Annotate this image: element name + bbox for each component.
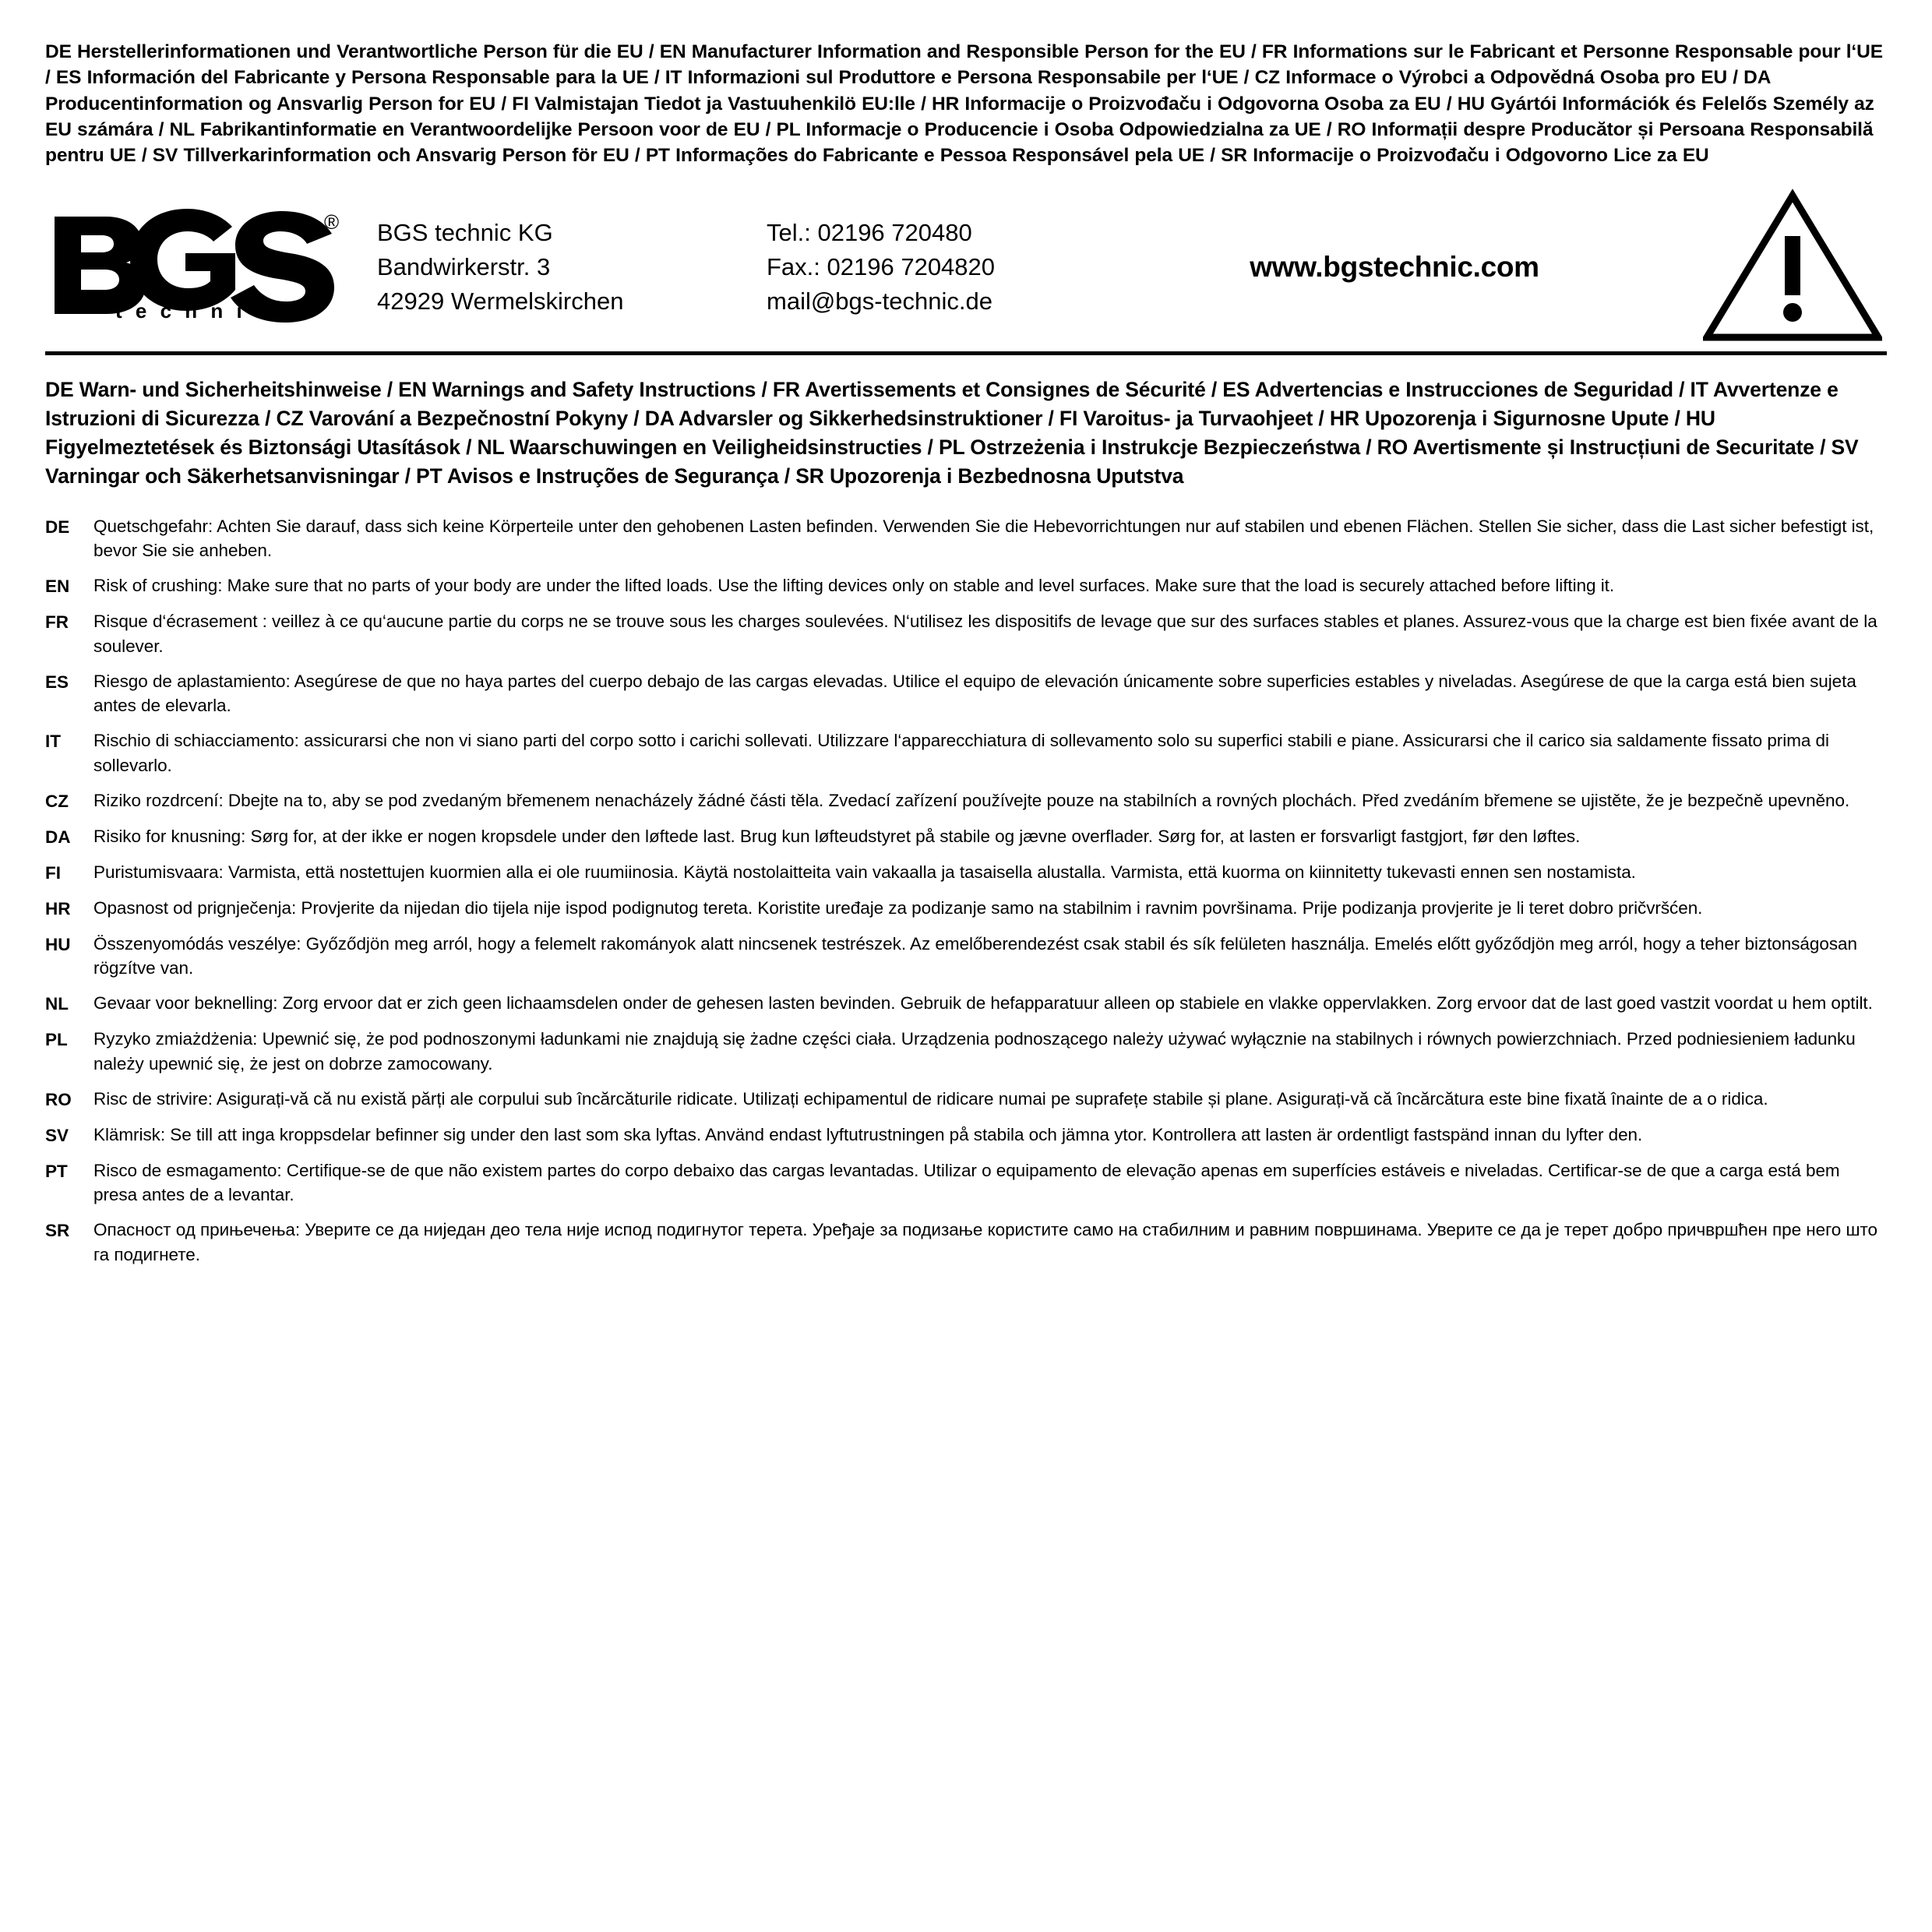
list-item [45, 1218, 1887, 1267]
warning-language-code: FI [45, 862, 61, 883]
list-item [45, 1027, 1887, 1076]
company-tel: Tel.: 02196 720480 [767, 218, 972, 246]
list-item [45, 573, 1887, 599]
warning-language-code: SR [45, 1221, 70, 1241]
list-item [45, 728, 1887, 777]
warning-language-code: ES [45, 672, 69, 692]
list-item [45, 669, 1887, 718]
warning-language-code: SV [45, 1125, 69, 1145]
list-item [45, 609, 1887, 658]
company-contact [767, 213, 1102, 319]
warning-text: Klämrisk: Se till att inga kroppsdelar befinner sig under den last som ska lyftas. Använd endast lyftutrustningen på stabila och jämna ytor. Kontrollera att lasten är ordentligt fastspänd innan du lyfter den. [93, 1124, 1643, 1144]
company-fax: Fax.: 02196 7204820 [767, 252, 996, 280]
safety-section-heading: DE Warn- und Sicherheitshinweise / EN Warnings and Safety Instructions / FR Avertissements et Consignes de Sécurité / ES Advertencias e Instrucciones de Seguridad / IT Avvertenze e Istruzioni di Sicurezza / CZ Varování a Bezpečnostní Pokyny / DA Advarsler og Sikkerhedsinstruktioner / FI Varoitus- ja Turvaohjeet / HR Upozorenja i Sigurnosne Upute / HU Figyelmeztetések és Biztonsági Utasítások / NL Waarschuwingen en Veiligheidsinstructies / PL Ostrzeżenia i Instrukcje Bezpieczeństwa / RO Avertismente și Instrucțiuni de Securitate / SV Varningar och Säkerhetsanvisningar / PT Avisos e Instruções de Segurança / SR Upozorenja i Bezbednosna Uputstva [45, 377, 1859, 488]
warning-text: Puristumisvaara: Varmista, että nostettujen kuormien alla ei ole ruumiinosia. Käytä nostolaitteita vain vakaalla ja tasaisella alustalla. Varmista, että kuorma on kiinnitetty tukevasti ennen sen nostamista. [93, 862, 1636, 882]
company-address [377, 213, 767, 319]
warning-text: Опасност од прињечења: Уверите се да ниједан део тела није испод подигнутог терета. Уређаје за подизање користите само на стабилним и равним површинама. Уверите се да је терет добро причвршћен пре него што га подигнете. [93, 1220, 1877, 1264]
company-website: www.bgstechnic.com [1250, 250, 1539, 283]
warning-language-code: NL [45, 994, 69, 1014]
list-item [45, 991, 1887, 1017]
warning-text: Ryzyko zmiażdżenia: Upewnić się, że pod podnoszonymi ładunkami nie znajdują się żadne części ciała. Urządzenia podnoszącego należy używać wyłącznie na stabilnych i równych powierzchniach. Przed podniesieniem ładunku należy upewnić się, że jest on dobrze zamocowany. [93, 1029, 1856, 1074]
warning-text: Risc de strivire: Asigurați-vă că nu există părți ale corpului sub încărcăturile ridicate. Utilizați echipamentul de ridicare numai pe suprafețe stabile și plane. Asigurați-vă că încărcătura este bine fixată înainte de a o ridica. [93, 1088, 1768, 1109]
warning-language-code: HR [45, 898, 71, 918]
warning-language-code: CZ [45, 791, 69, 811]
warning-text: Opasnost od prignječenja: Provjerite da nijedan dio tijela nije ispod podignutog tereta. Koristite uređaje za podizanje samo na stabilnim i ravnim površinama. Prije podizanja provjerite je li teret dobro pričvršćen. [93, 897, 1703, 918]
company-city: 42929 Wermelskirchen [377, 287, 624, 315]
list-item [45, 1123, 1887, 1148]
warning-text: Risco de esmagamento: Certifique-se de que não existem partes do corpo debaixo das cargas levantadas. Utilizar o equipamento de elevação apenas em superfícies estáveis e niveladas. Certificar-se de que a carga está bem presa antes de a levantar. [93, 1160, 1840, 1205]
list-item [45, 514, 1887, 563]
company-header-row [45, 183, 1887, 355]
warning-language-code: DE [45, 516, 70, 537]
warning-text: Riziko rozdrcení: Dbejte na to, aby se pod zvedaným břemenem nenacházely žádné části těla. Zvedací zařízení používejte pouze na stabilních a rovných plochách. Před zvedáním břemene se ujistěte, že je bezpečně upevněno. [93, 790, 1850, 810]
manufacturer-info-heading: DE Herstellerinformationen und Verantwortliche Person für die EU / EN Manufacturer Information and Responsible Person for the EU / FR Informations sur le Fabricant et Personne Responsable pour l‘UE / ES Información del Fabricante y Persona Responsable para la UE / IT Informazioni sul Produttore e Persona Responsabile per l‘UE / CZ Informace o Výrobci a Odpovědná Osoba pro EU / DA Producentinformation og Ansvarlig Person for EU / FI Valmistajan Tiedot ja Vastuuhenkilö EU:lle / HR Informacije o Proizvođaču i Odgovorna Osoba za EU / HU Gyártói Információk és Felelős Személy az EU számára / NL Fabrikantinformatie en Verantwoordelijke Persoon voor de EU / PL Informacje o Producencie i Osoba Odpowiedzialna za UE / RO Informații despre Producător și Persoana Responsabilă pentru UE / SV Tillverkarinformation och Ansvarig Person för EU / PT Informações do Fabricante e Pessoa Responsável pela UE / SR Informacije o Proizvođaču i Odgovorno Lice za EU [45, 41, 1883, 167]
list-item [45, 788, 1887, 814]
warning-text: Risk of crushing: Make sure that no parts of your body are under the lifted loads. Use the lifting devices only on stable and level surfaces. Make sure that the load is securely attached before lifting it. [93, 576, 1615, 596]
warning-text: Risque d‘écrasement : veillez à ce qu‘aucune partie du corps ne se trouve sous les charges soulevées. N‘utilisez les dispositifs de levage que sur des surfaces stables et planes. Assurez-vous que la charge est bien fixée avant de la soulever. [93, 612, 1877, 656]
warning-text: Quetschgefahr: Achten Sie darauf, dass sich keine Körperteile unter den gehobenen Lasten befinden. Verwenden Sie die Hebevorrichtungen nur auf stabilen und ebenen Flächen. Stellen Sie sicher, dass die Last sicher befestigt ist, bevor Sie sie anheben. [93, 516, 1874, 561]
warning-triangle-icon [1687, 188, 1887, 344]
company-name: BGS technic KG [377, 218, 553, 246]
warning-language-code: RO [45, 1089, 72, 1109]
warning-text: Riesgo de aplastamiento: Asegúrese de que no haya partes del cuerpo debajo de las cargas elevadas. Utilice el equipo de elevación únicamente sobre superficies estables y niveladas. Asegúrese de que la carga está bien sujeta antes de elevarla. [93, 671, 1856, 716]
warning-language-code: HU [45, 934, 71, 954]
warning-language-code: EN [45, 576, 70, 597]
warning-language-code: DA [45, 827, 71, 847]
warning-text: Összenyomódás veszélye: Győződjön meg arról, hogy a felemelt rakományok alatt nincsenek testrészek. Az emelőberendezést csak stabil és sík felületen használja. Emelés előtt győződjön meg arról, hogy a teher biztonságosan rögzítve van. [93, 933, 1857, 978]
list-item [45, 1158, 1887, 1208]
list-item [45, 824, 1887, 850]
warning-text: Rischio di schiacciamento: assicurarsi che non vi siano parti del corpo sotto i carichi sollevati. Utilizzare l‘apparecchiatura di sollevamento solo su superfici stabili e piane. Assicurarsi che il carico sia saldamente fissato prima di sollevarlo. [93, 731, 1829, 775]
warnings-list [45, 514, 1887, 1267]
svg-text:®: ® [324, 210, 340, 234]
warning-language-code: PL [45, 1030, 68, 1050]
warning-language-code: IT [45, 732, 61, 752]
list-item [45, 1087, 1887, 1112]
list-item [45, 860, 1887, 886]
warning-text: Gevaar voor beknelling: Zorg ervoor dat er zich geen lichaamsdelen onder de gehesen lasten bevinden. Gebruik de hefapparatuur alleen op stabiele en vlakke oppervlakken. Zorg ervoor dat de last goed vastzit voordat u hem optilt. [93, 993, 1873, 1014]
company-email: mail@bgs-technic.de [767, 287, 992, 315]
list-item [45, 932, 1887, 981]
list-item [45, 896, 1887, 922]
warning-text: Risiko for knusning: Sørg for, at der ikke er nogen kropsdele under den løftede last. Brug kun løfteudstyret på stabile og jævne overflader. Sørg for, at lasten er forsvarligt fastgjort, før den løftes. [93, 826, 1581, 846]
warning-language-code: PT [45, 1161, 68, 1181]
svg-text:t e c h n i c: t e c h n i c [115, 298, 271, 323]
warning-language-code: FR [45, 612, 69, 633]
company-street: Bandwirkerstr. 3 [377, 252, 551, 280]
bgs-logo [45, 207, 377, 324]
